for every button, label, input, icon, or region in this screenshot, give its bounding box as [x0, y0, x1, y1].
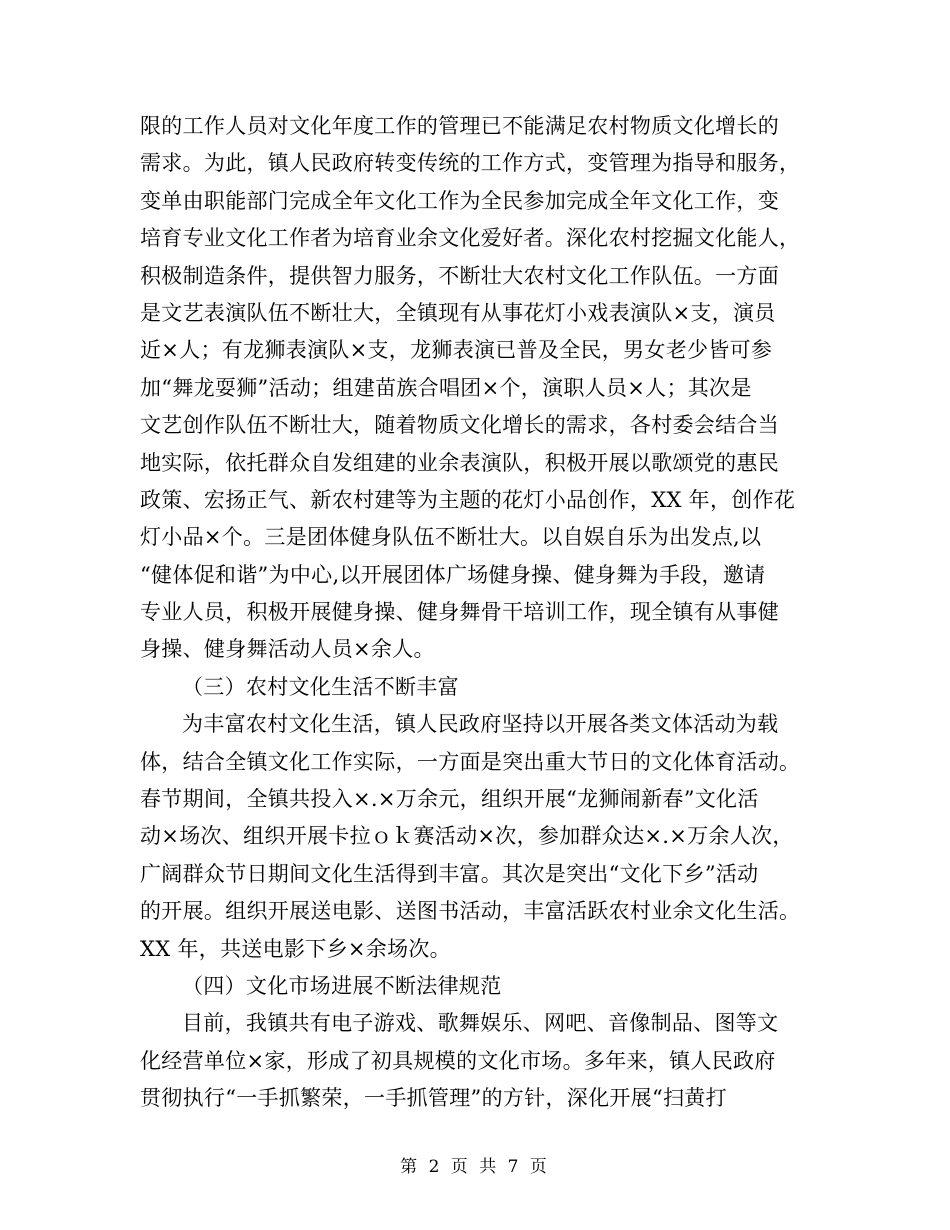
page-number-footer: 第 2 页 共 7 页: [400, 1157, 550, 1177]
paragraph-line: 变单由职能部门完成全年文化工作为全民参加完成全年文化工作，变: [140, 188, 779, 213]
paragraph-line: 春节期间，全镇共投入×.×万余元，组织开展“龙狮闹新春”文化活: [140, 787, 759, 812]
body-text: [140, 108, 820, 1118]
paragraph-line: 广阔群众节日期间文化生活得到丰富。其次是突出“文化下乡”活动: [140, 861, 759, 886]
paragraph-line: 需求。为此，镇人民政府转变传统的工作方式，变管理为指导和服务，: [140, 151, 801, 176]
paragraph-line: 体，结合全镇文化工作实际，一方面是突出重大节日的文化体育活动。: [140, 749, 801, 774]
paragraph-line-indented: （三）农村文化生活不断丰富: [182, 674, 459, 699]
paragraph-line-indented: 为丰富农村文化生活，镇人民政府坚持以开展各类文体活动为载: [182, 712, 779, 737]
paragraph-line: 限的工作人员对文化年度工作的管理已不能满足农村物质文化增长的: [140, 114, 779, 138]
paragraph-line: 政策、宏扬正气、新农村建等为主题的花灯小品创作，XX 年，创作花: [140, 487, 796, 512]
paragraph-line: 文艺创作队伍不断壮大，随着物质文化增长的需求，各村委会结合当: [140, 413, 779, 438]
paragraph-line: XX 年，共送电影下乡×余场次。: [140, 936, 451, 961]
paragraph-line: “健体促和谐”为中心,以开展团体广场健身操、健身舞为手段，邀请: [140, 562, 766, 587]
paragraph-line: 灯小品×个。三是团体健身队伍不断壮大。以自娱自乐为出发点,以: [140, 525, 762, 550]
paragraph-line: 积极制造条件，提供智力服务，不断壮大农村文化工作队伍。一方面: [140, 263, 779, 288]
paragraph-line: 加“舞龙耍狮”活动；组建苗族合唱团×个，演职人员×人；其次是: [140, 375, 752, 400]
paragraph-line: 专业人员，积极开展健身操、健身舞骨干培训工作，现全镇有从事健: [140, 600, 779, 625]
paragraph-line: 地实际，依托群众自发组建的业余表演队，积极开展以歌颂党的惠民: [140, 450, 779, 475]
paragraph-line: 贯彻执行“一手抓繁荣，一手抓管理”的方针，深化开展“扫黄打: [140, 1086, 727, 1111]
paragraph-line: 近×人；有龙狮表演队×支，龙狮表演已普及全民，男女老少皆可参: [140, 338, 773, 363]
paragraph-line-indented: （四）文化市场进展不断法律规范: [182, 973, 502, 998]
paragraph-line-indented: 目前，我镇共有电子游戏、歌舞娱乐、网吧、音像制品、图等文: [182, 1011, 779, 1036]
paragraph-line: 身操、健身舞活动人员×余人。: [140, 637, 435, 662]
paragraph-line: 是文艺表演队伍不断壮大，全镇现有从事花灯小戏表演队×支，演员: [140, 300, 776, 325]
paragraph-line: 动×场次、组织开展卡拉ｏｋ赛活动×次，参加群众达×.×万余人次，: [140, 824, 794, 849]
paragraph-line: 培育专业文化工作者为培育业余文化爱好者。深化农村挖掘文化能人，: [140, 226, 801, 251]
paragraph-line: 的开展。组织开展送电影、送图书活动，丰富活跃农村业余文化生活。: [140, 899, 801, 924]
paragraph-line: 化经营单位×家，形成了初具规模的文化市场。多年来，镇人民政府: [140, 1048, 776, 1073]
